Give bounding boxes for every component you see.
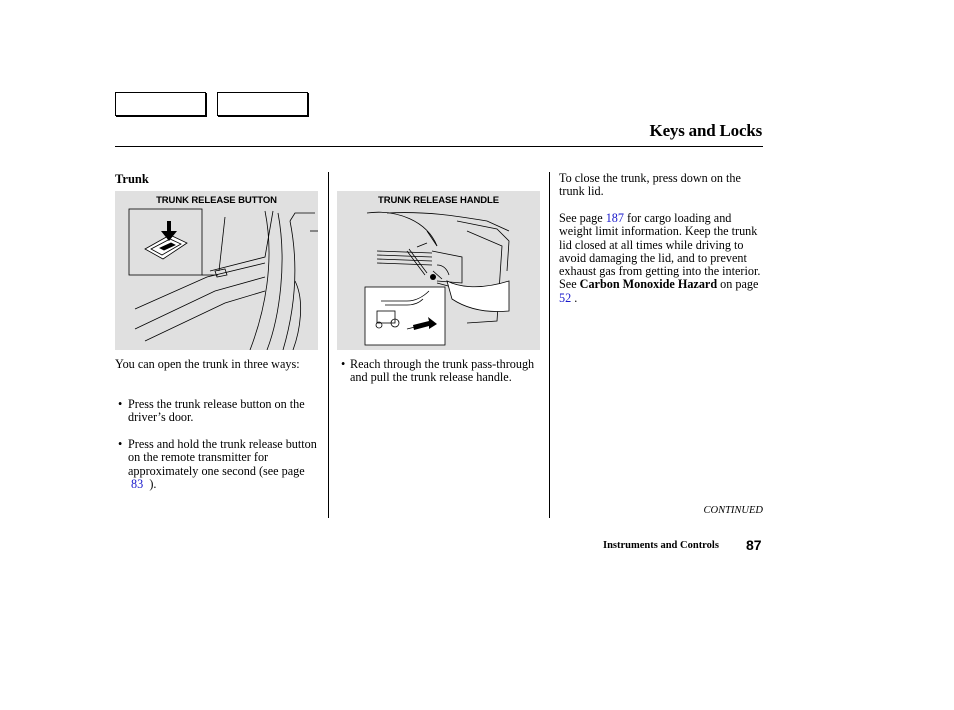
list-item: [341, 358, 541, 402]
cargo-paragraph: [559, 212, 761, 305]
page-link-83[interactable]: 83: [131, 476, 144, 491]
list-item: [118, 438, 323, 498]
page-link-187[interactable]: 187: [605, 211, 624, 225]
list-item: [118, 398, 323, 428]
section-heading: Trunk: [115, 172, 149, 186]
header-rule: [115, 146, 763, 147]
trunk-handle-illustration: [337, 191, 540, 350]
page-number: 87: [746, 537, 762, 553]
figure-caption: TRUNK RELEASE BUTTON: [156, 195, 277, 206]
intro-text: You can open the trunk in three ways:: [115, 357, 300, 371]
continued-label: CONTINUED: [703, 505, 763, 516]
para-text-on: on page: [720, 277, 759, 292]
carbon-monoxide-hazard-ref: Carbon Monoxide Hazard: [579, 277, 718, 292]
para-text-end: .: [574, 290, 578, 305]
bullet-dot: •: [341, 357, 346, 371]
page-link-52[interactable]: 52: [559, 290, 572, 305]
page-title: Keys and Locks: [649, 121, 762, 140]
nav-button-2[interactable]: [217, 92, 308, 116]
figure-trunk-release-handle: [337, 191, 540, 350]
figure-caption: TRUNK RELEASE HANDLE: [378, 195, 499, 206]
bullet-text: Press the trunk release button on the driver’s door.: [128, 397, 305, 425]
door-button-illustration: [115, 191, 318, 350]
column-divider-2: [549, 172, 550, 518]
figure-trunk-release-button: [115, 191, 318, 350]
bullet-text-end: ).: [149, 476, 157, 491]
close-trunk-text: To close the trunk, press down on the trunk lid.: [559, 171, 741, 199]
section-footer: Instruments and Controls: [603, 540, 719, 551]
bullet-dot: •: [118, 397, 123, 411]
bullet-text: Press and hold the trunk release button on the remote transmitter for approximately one second (see page: [128, 437, 317, 478]
para-text-mid: for cargo loading and weight limit information. Keep the trunk lid closed at all times while driving to avoid damaging the lid, and to prevent exhaust gas from getting into the interior. See: [559, 211, 761, 292]
column-divider-1: [328, 172, 329, 518]
nav-button-1[interactable]: [115, 92, 206, 116]
bullet-text: Reach through the trunk pass-through and pull the trunk release handle.: [350, 357, 535, 385]
bullet-dot: •: [118, 437, 123, 451]
para-text: See page: [559, 211, 603, 225]
